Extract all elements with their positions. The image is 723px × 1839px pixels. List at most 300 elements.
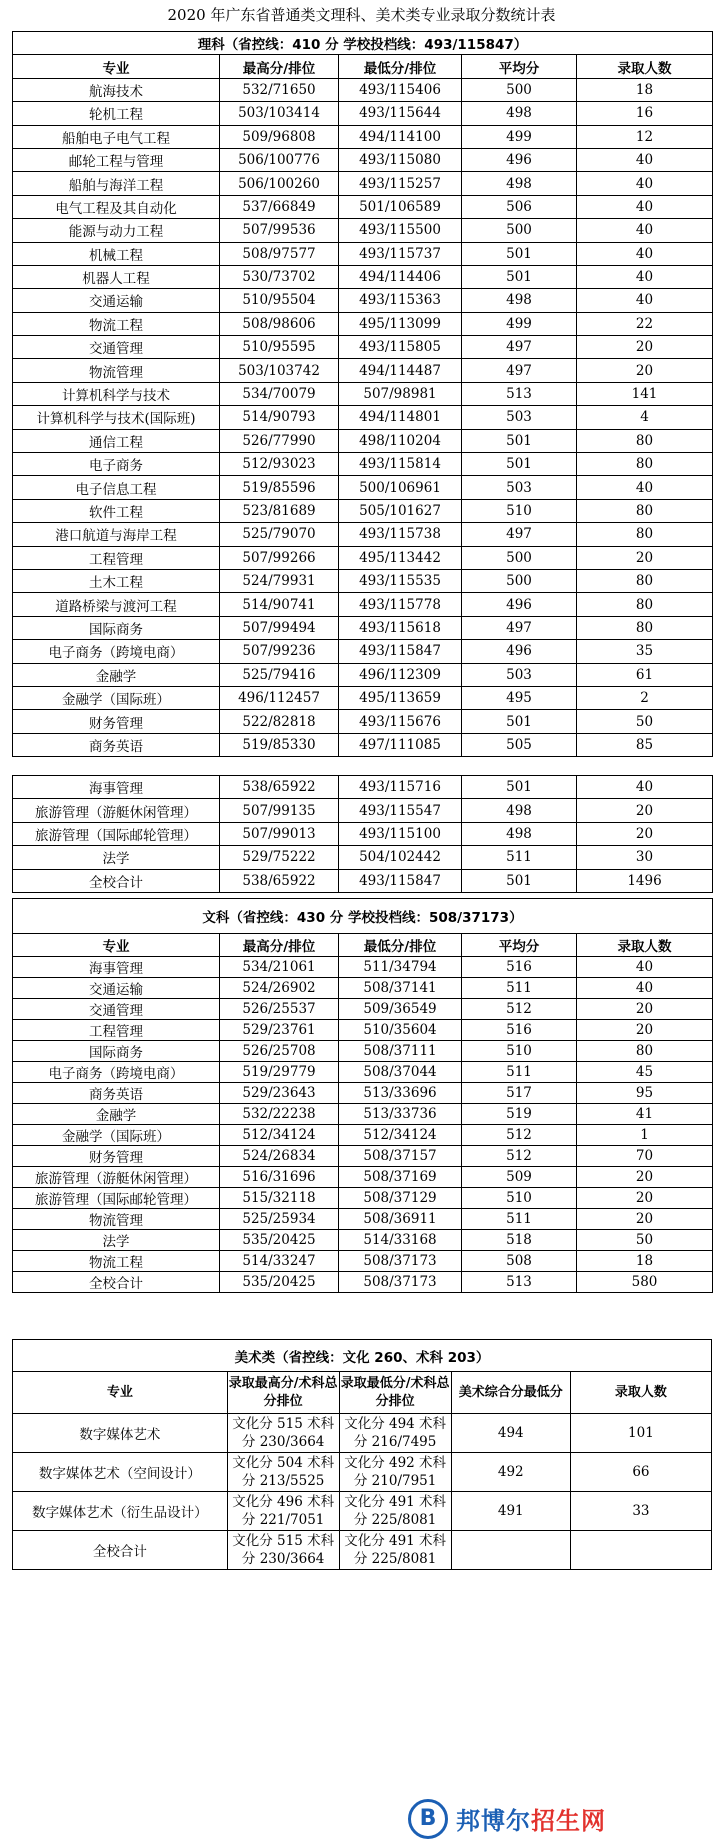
cell-max: 507/99013 [220,822,339,845]
cell-min: 507/98981 [339,382,462,405]
cell-major: 机械工程 [13,242,220,265]
table-row [13,1230,713,1251]
cell-avg: 516 [462,1020,577,1041]
cell-major: 土木工程 [13,569,220,592]
cell-major: 旅游管理（国际邮轮管理） [13,1188,220,1209]
cell-avg: 508 [462,1251,577,1272]
table-row [13,523,713,546]
cell-avg: 501 [462,242,577,265]
cell-max: 文化分 504 术科分 213/5525 [227,1453,339,1492]
cell-max: 529/23761 [220,1020,339,1041]
cell-major: 数字媒体艺术（衍生品设计） [13,1492,228,1531]
cell-max: 503/103414 [220,102,339,125]
cell-min: 510/35604 [339,1020,462,1041]
cell-avg: 517 [462,1083,577,1104]
table-row [13,663,713,686]
cell-count: 20 [577,1188,713,1209]
cell-max: 510/95595 [220,336,339,359]
cell-count: 40 [577,776,713,799]
cell-major: 海事管理 [13,776,220,799]
cell-count: 80 [577,1041,713,1062]
cell-count: 33 [570,1492,711,1531]
cell-count: 35 [577,640,713,663]
page-title: 2020 年广东省普通类文理科、美术类专业录取分数统计表 [167,6,556,24]
cell-avg: 492 [451,1453,570,1492]
cell-max: 514/33247 [220,1251,339,1272]
cell-min: 493/115406 [339,78,462,101]
table-row [13,78,713,101]
cell-min: 508/37173 [339,1251,462,1272]
cell-avg: 503 [462,663,577,686]
cell-major: 机器人工程 [13,265,220,288]
cell-max: 530/73702 [220,265,339,288]
cell-max: 535/20425 [220,1230,339,1251]
cell-major: 港口航道与海岸工程 [13,523,220,546]
cell-avg: 506 [462,195,577,218]
cell-avg: 500 [462,546,577,569]
cell-avg: 510 [462,1188,577,1209]
cell-max: 534/70079 [220,382,339,405]
cell-count: 20 [577,1209,713,1230]
cell-min: 493/115716 [339,776,462,799]
table-row [13,102,713,125]
cell-min: 508/37141 [339,978,462,999]
cell-max: 514/90741 [220,593,339,616]
cell-count: 40 [577,978,713,999]
cell-avg: 510 [462,1041,577,1062]
cell-max: 538/65922 [220,776,339,799]
cell-major: 交通管理 [13,999,220,1020]
cell-min: 504/102442 [339,846,462,869]
cell-min: 493/115547 [339,799,462,822]
cell-major: 电子商务 [13,453,220,476]
watermark-text-red: 招生网 [531,1807,606,1835]
cell-min: 493/115644 [339,102,462,125]
cell-count: 80 [577,523,713,546]
science-header-row [13,55,713,78]
table-row [13,195,713,218]
cell-max: 526/77990 [220,429,339,452]
table-row [13,640,713,663]
cell-count: 80 [577,429,713,452]
table-row [13,1209,713,1230]
table-row [13,846,713,869]
cell-avg: 511 [462,1062,577,1083]
table-row [13,593,713,616]
cell-major: 物流工程 [13,1251,220,1272]
cell-max: 522/82818 [220,710,339,733]
cell-major: 计算机科学与技术(国际班) [13,406,220,429]
cell-avg: 516 [462,957,577,978]
cell-count: 40 [577,476,713,499]
cell-max: 537/66849 [220,195,339,218]
cell-max: 529/23643 [220,1083,339,1104]
cell-max: 506/100260 [220,172,339,195]
cell-major: 交通管理 [13,336,220,359]
cell-max: 508/98606 [220,312,339,335]
cell-major: 通信工程 [13,429,220,452]
cell-max: 509/96808 [220,125,339,148]
cell-max: 516/31696 [220,1167,339,1188]
cell-min: 493/115535 [339,569,462,592]
cell-max: 503/103742 [220,359,339,382]
cell-avg: 491 [451,1492,570,1531]
cell-count: 141 [577,382,713,405]
table-row [13,569,713,592]
table-row [13,336,713,359]
table-row [13,242,713,265]
cell-min: 501/106589 [339,195,462,218]
cell-count: 12 [577,125,713,148]
table-row [13,499,713,522]
cell-count: 40 [577,289,713,312]
cell-count: 45 [577,1062,713,1083]
cell-min: 495/113442 [339,546,462,569]
site-watermark [408,1798,723,1839]
cell-major: 全校合计 [13,1531,228,1570]
cell-avg: 495 [462,686,577,709]
watermark-text-blue: 邦博尔 [456,1807,531,1835]
cell-count: 101 [570,1414,711,1453]
cell-count: 50 [577,1230,713,1251]
table-row [13,957,713,978]
art-section-title: 美术类（省控线：文化 260、术科 203） [13,1340,712,1372]
cell-major: 交通运输 [13,289,220,312]
cell-major: 国际商务 [13,616,220,639]
cell-max: 文化分 496 术科分 221/7051 [227,1492,339,1531]
cell-min: 493/115738 [339,523,462,546]
cell-min: 498/110204 [339,429,462,452]
cell-major: 海事管理 [13,957,220,978]
cell-count: 18 [577,78,713,101]
cell-max: 524/79931 [220,569,339,592]
header-major: 专业 [13,55,220,78]
table-row [13,1414,712,1453]
cell-major: 轮机工程 [13,102,220,125]
cell-major: 商务英语 [13,733,220,756]
cell-max: 523/81689 [220,499,339,522]
table-row [13,1020,713,1041]
cell-major: 物流工程 [13,312,220,335]
header-avg: 平均分 [462,55,577,78]
cell-count: 4 [577,406,713,429]
cell-max: 519/85596 [220,476,339,499]
table-row [13,999,713,1020]
cell-count: 20 [577,546,713,569]
cell-avg: 500 [462,219,577,242]
cell-count [570,1531,711,1570]
cell-max: 538/65922 [220,869,339,892]
cell-avg: 511 [462,1209,577,1230]
cell-min: 494/114801 [339,406,462,429]
cell-avg: 501 [462,429,577,452]
cell-count: 80 [577,593,713,616]
cell-avg: 512 [462,999,577,1020]
cell-count: 95 [577,1083,713,1104]
cell-max: 532/71650 [220,78,339,101]
cell-avg: 501 [462,776,577,799]
cell-min: 495/113099 [339,312,462,335]
cell-max: 507/99536 [220,219,339,242]
cell-min: 494/114406 [339,265,462,288]
cell-count: 80 [577,499,713,522]
cell-max: 507/99236 [220,640,339,663]
table-row [13,822,713,845]
cell-count: 1 [577,1125,713,1146]
table-row [13,869,713,892]
table-row [13,776,713,799]
cell-min: 508/37169 [339,1167,462,1188]
header-avg: 平均分 [462,934,577,957]
cell-min: 493/115618 [339,616,462,639]
table-row [13,1167,713,1188]
cell-max: 534/21061 [220,957,339,978]
cell-min: 508/37111 [339,1041,462,1062]
cell-major: 电子商务（跨境电商） [13,1062,220,1083]
table-row [13,219,713,242]
table-row [13,1146,713,1167]
art-table [12,1339,712,1570]
cell-min: 493/115847 [339,640,462,663]
cell-min: 509/36549 [339,999,462,1020]
cell-min: 508/37044 [339,1062,462,1083]
cell-min: 493/115778 [339,593,462,616]
table-row [13,686,713,709]
cell-min: 文化分 491 术科分 225/8081 [339,1531,451,1570]
cell-major: 物流管理 [13,359,220,382]
table-row [13,1251,713,1272]
cell-min: 497/111085 [339,733,462,756]
cell-major: 旅游管理（国际邮轮管理） [13,822,220,845]
table-row [13,429,713,452]
cell-major: 能源与动力工程 [13,219,220,242]
cell-major: 电子商务（跨境电商） [13,640,220,663]
cell-min: 494/114100 [339,125,462,148]
cell-max: 514/90793 [220,406,339,429]
table-row [13,1492,712,1531]
header-major: 专业 [13,1372,228,1414]
header-min: 录取最低分/术科总分排位 [339,1372,451,1414]
cell-avg: 496 [462,593,577,616]
table-row [13,148,713,171]
cell-min: 496/112309 [339,663,462,686]
cell-avg: 501 [462,265,577,288]
cell-count: 20 [577,799,713,822]
cell-max: 507/99266 [220,546,339,569]
table-row [13,1125,713,1146]
table-row [13,1104,713,1125]
table-row [13,799,713,822]
table-row [13,476,713,499]
cell-min: 493/115257 [339,172,462,195]
cell-max: 515/32118 [220,1188,339,1209]
header-min: 最低分/排位 [339,934,462,957]
cell-count: 20 [577,336,713,359]
cell-count: 22 [577,312,713,335]
cell-major: 旅游管理（游艇休闲管理） [13,799,220,822]
science-table [12,31,713,757]
cell-max: 506/100776 [220,148,339,171]
cell-major: 邮轮工程与管理 [13,148,220,171]
header-min: 最低分/排位 [339,55,462,78]
table-row [13,453,713,476]
cell-major: 金融学（国际班） [13,1125,220,1146]
table-row [13,125,713,148]
cell-max: 529/75222 [220,846,339,869]
header-count: 录取人数 [577,934,713,957]
cell-avg: 498 [462,102,577,125]
cell-count: 40 [577,242,713,265]
table-row [13,289,713,312]
cell-min: 493/115814 [339,453,462,476]
cell-min: 文化分 492 术科分 210/7951 [339,1453,451,1492]
cell-avg: 501 [462,869,577,892]
cell-major: 物流管理 [13,1209,220,1230]
cell-avg [451,1531,570,1570]
cell-count: 80 [577,616,713,639]
cell-major: 财务管理 [13,710,220,733]
cell-count: 20 [577,999,713,1020]
cell-count: 30 [577,846,713,869]
cell-max: 532/22238 [220,1104,339,1125]
cell-count: 40 [577,195,713,218]
table-row [13,359,713,382]
header-max: 最高分/排位 [220,55,339,78]
table-row [13,1041,713,1062]
table-row [13,1272,713,1293]
header-max: 最高分/排位 [220,934,339,957]
cell-count: 1496 [577,869,713,892]
cell-major: 船舶电子电气工程 [13,125,220,148]
cell-major: 法学 [13,1230,220,1251]
cell-min: 513/33696 [339,1083,462,1104]
cell-major: 电气工程及其自动化 [13,195,220,218]
cell-major: 全校合计 [13,869,220,892]
header-max: 录取最高分/术科总分排位 [227,1372,339,1414]
cell-avg: 513 [462,382,577,405]
cell-count: 61 [577,663,713,686]
liberal-arts-table [12,898,713,1293]
cell-max: 519/85330 [220,733,339,756]
cell-max: 512/34124 [220,1125,339,1146]
science-continued-table [12,775,713,893]
cell-major: 金融学 [13,1104,220,1125]
cell-max: 525/79416 [220,663,339,686]
cell-avg: 497 [462,523,577,546]
cell-count: 70 [577,1146,713,1167]
header-art-min: 美术综合分最低分 [451,1372,570,1414]
cell-count: 16 [577,102,713,125]
cell-max: 507/99135 [220,799,339,822]
cell-count: 40 [577,957,713,978]
art-header-row [13,1372,712,1414]
cell-min: 文化分 491 术科分 225/8081 [339,1492,451,1531]
header-count: 录取人数 [577,55,713,78]
cell-avg: 503 [462,406,577,429]
cell-avg: 512 [462,1146,577,1167]
cell-count: 20 [577,1020,713,1041]
cell-min: 493/115847 [339,869,462,892]
cell-count: 40 [577,148,713,171]
table-row [13,382,713,405]
cell-max: 文化分 515 术科分 230/3664 [227,1531,339,1570]
cell-avg: 498 [462,172,577,195]
cell-count: 80 [577,453,713,476]
table-row [13,1188,713,1209]
cell-avg: 499 [462,312,577,335]
cell-major: 旅游管理（游艇休闲管理） [13,1167,220,1188]
cell-count: 580 [577,1272,713,1293]
cell-min: 513/33736 [339,1104,462,1125]
liberal-arts-section-title: 文科（省控线：430 分 学校投档线：508/37173） [13,899,713,934]
cell-max: 526/25708 [220,1041,339,1062]
header-major: 专业 [13,934,220,957]
science-section-title: 理科（省控线：410 分 学校投档线：493/115847） [13,32,713,55]
cell-min: 493/115676 [339,710,462,733]
liberal-arts-header-row [13,934,713,957]
cell-avg: 512 [462,1125,577,1146]
cell-min: 514/33168 [339,1230,462,1251]
table-row [13,1062,713,1083]
cell-avg: 496 [462,640,577,663]
cell-min: 494/114487 [339,359,462,382]
cell-max: 525/79070 [220,523,339,546]
cell-min: 493/115500 [339,219,462,242]
cell-major: 数字媒体艺术 [13,1414,228,1453]
cell-major: 金融学（国际班） [13,686,220,709]
cell-min: 511/34794 [339,957,462,978]
table-row [13,546,713,569]
cell-avg: 500 [462,78,577,101]
cell-avg: 497 [462,336,577,359]
table-row [13,733,713,756]
cell-major: 财务管理 [13,1146,220,1167]
table-row [13,1531,712,1570]
cell-min: 512/34124 [339,1125,462,1146]
cell-max: 524/26834 [220,1146,339,1167]
watermark-text [456,1801,606,1836]
table-row [13,312,713,335]
cell-min: 495/113659 [339,686,462,709]
table-row [13,710,713,733]
cell-max: 512/93023 [220,453,339,476]
table-row [13,172,713,195]
cell-avg: 505 [462,733,577,756]
cell-count: 20 [577,359,713,382]
cell-avg: 494 [451,1414,570,1453]
cell-max: 510/95504 [220,289,339,312]
cell-major: 数字媒体艺术（空间设计） [13,1453,228,1492]
cell-major: 道路桥梁与渡河工程 [13,593,220,616]
cell-max: 525/25934 [220,1209,339,1230]
cell-avg: 518 [462,1230,577,1251]
cell-count: 2 [577,686,713,709]
cell-major: 交通运输 [13,978,220,999]
cell-avg: 497 [462,616,577,639]
cell-avg: 498 [462,822,577,845]
cell-count: 41 [577,1104,713,1125]
cell-count: 20 [577,1167,713,1188]
table-row [13,1453,712,1492]
table-row [13,265,713,288]
cell-count: 18 [577,1251,713,1272]
cell-avg: 497 [462,359,577,382]
cell-avg: 509 [462,1167,577,1188]
cell-avg: 498 [462,289,577,312]
cell-max: 507/99494 [220,616,339,639]
cell-min: 500/106961 [339,476,462,499]
cell-avg: 513 [462,1272,577,1293]
